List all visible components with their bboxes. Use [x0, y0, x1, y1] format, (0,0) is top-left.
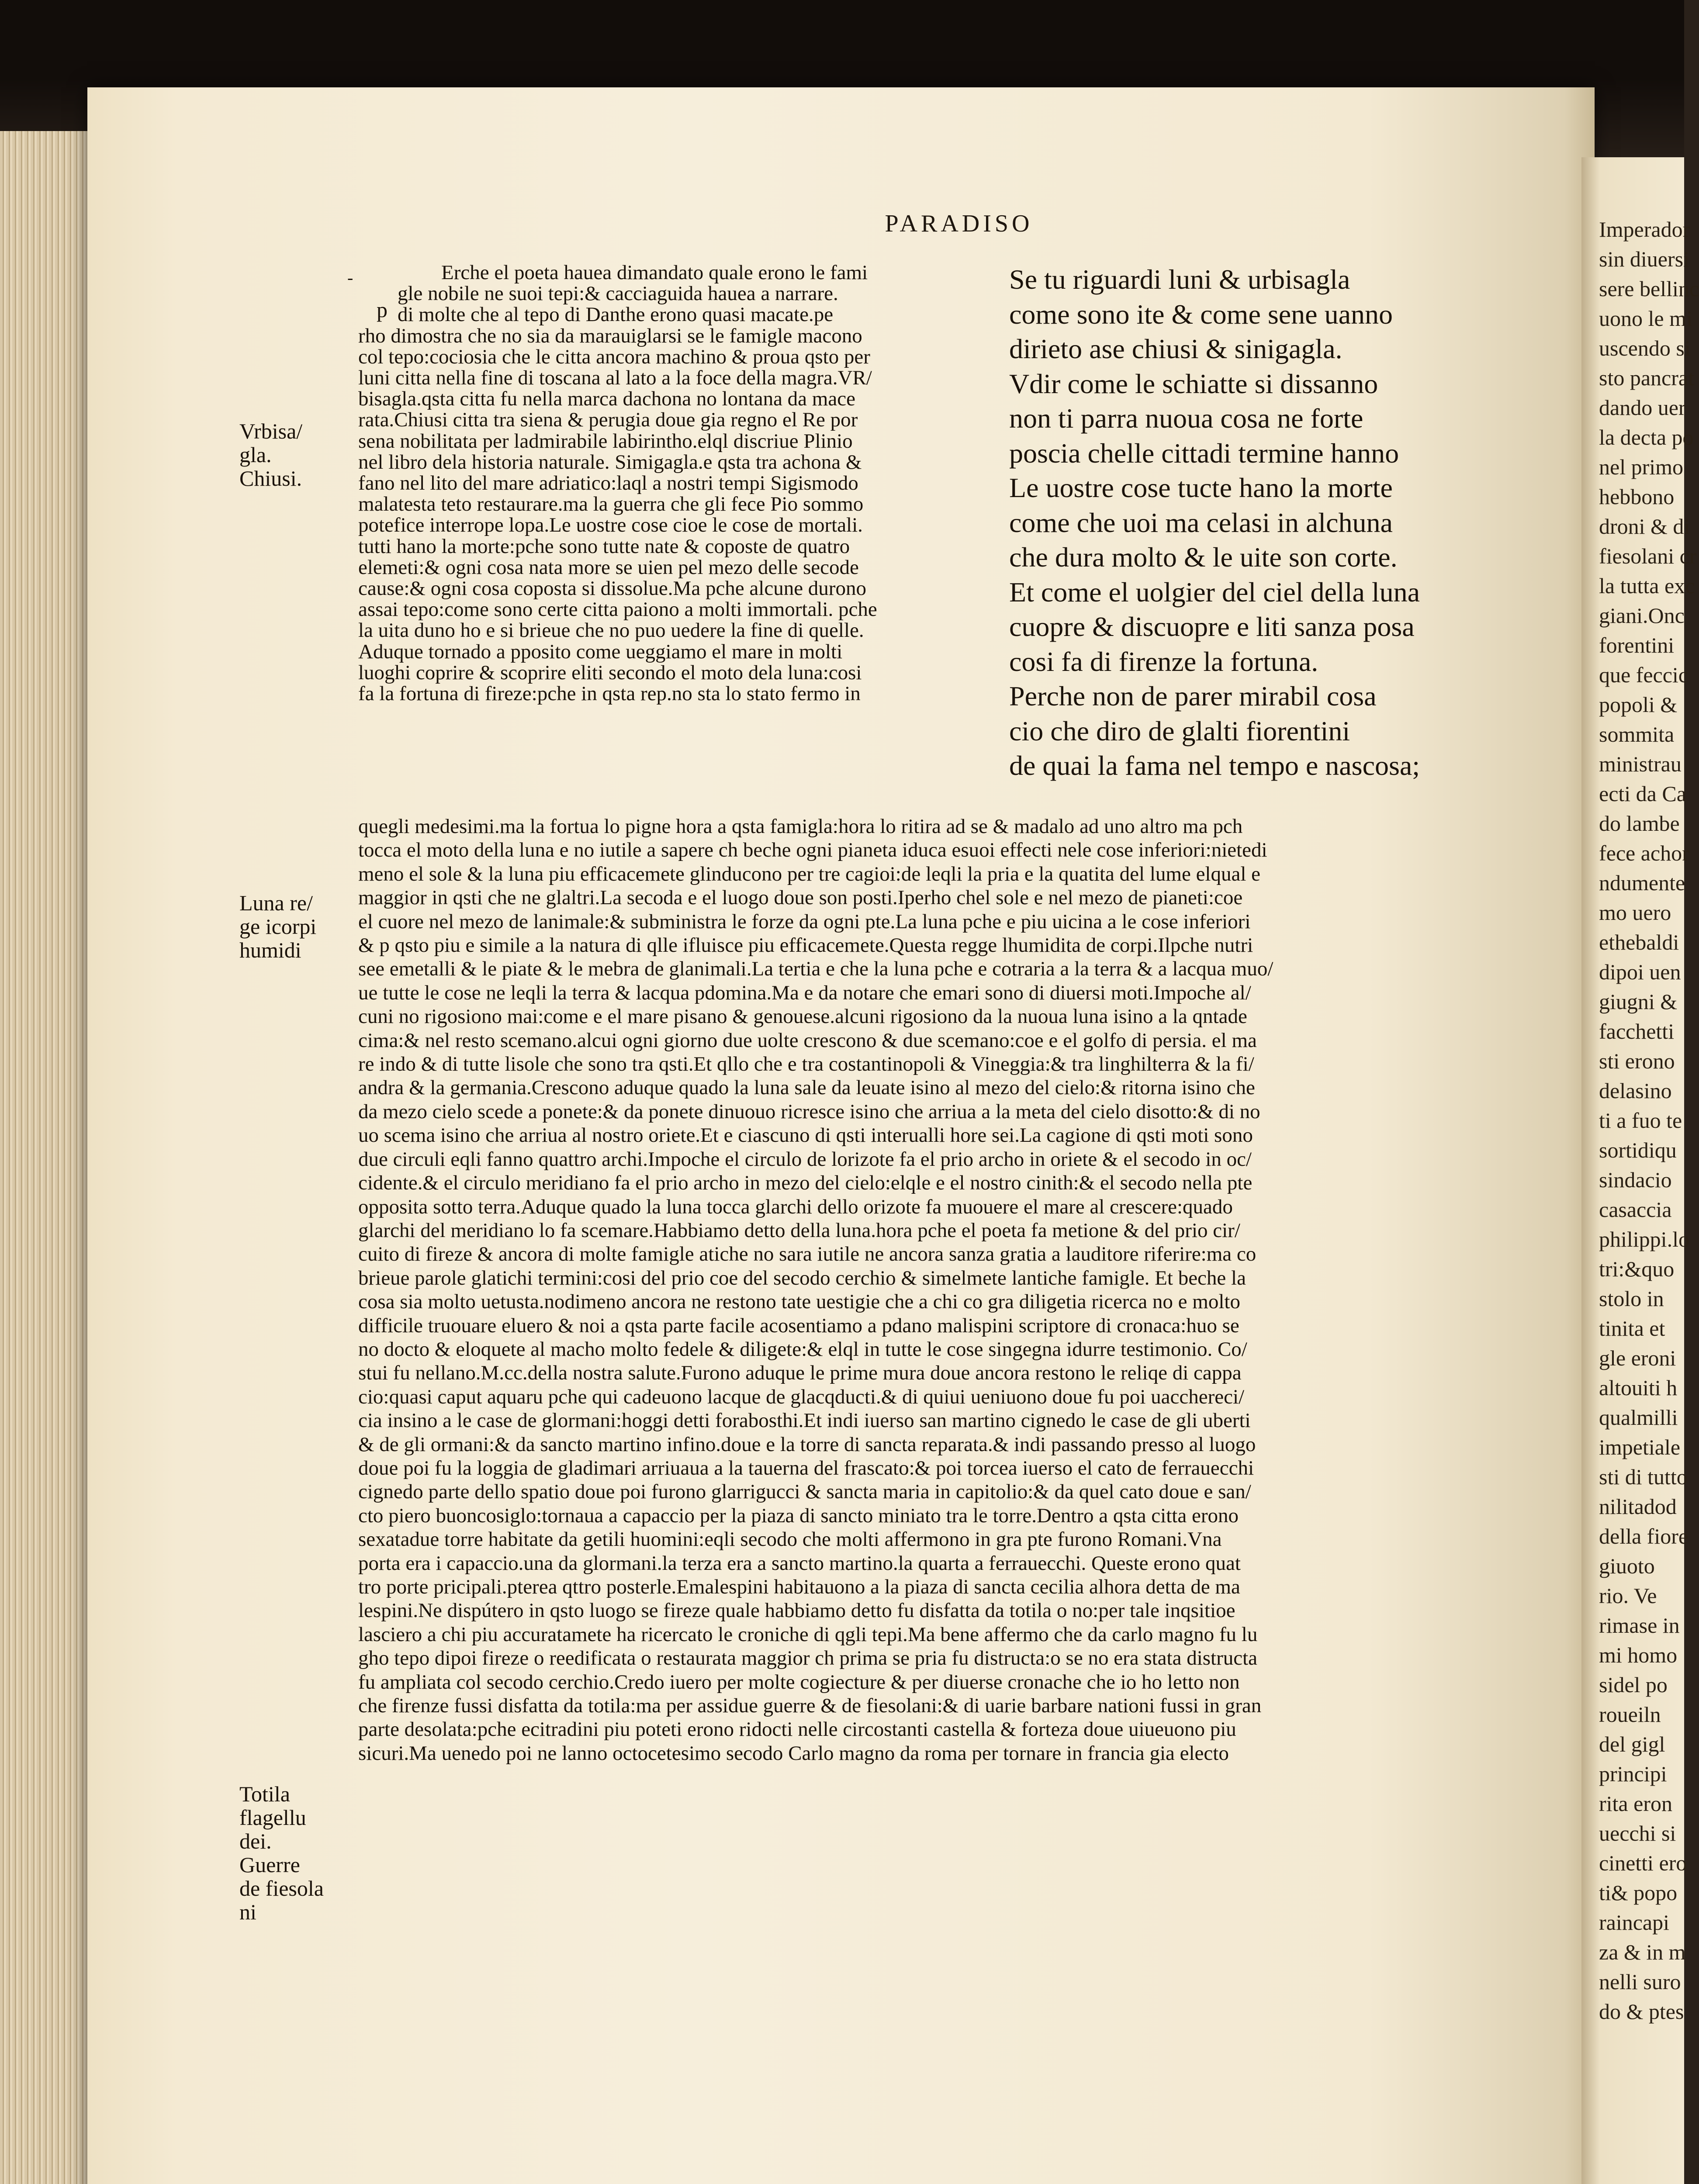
right-page-line: tinita et	[1599, 1316, 1665, 1341]
right-page-line: uecchi si	[1599, 1821, 1676, 1845]
verse-line: Perche non de parer mirabil cosa	[1009, 681, 1377, 712]
right-page-line: philippi.lo	[1599, 1227, 1689, 1251]
commentary-line: nel libro dela historia naturale. Simigagla.e qsta tra achona &	[358, 450, 862, 473]
right-page-line: forentini	[1599, 633, 1675, 657]
commentary-line: gho tepo dipoi fireze o reedificata o restaurata maggior ch prima se pria fu distructa:o se no era stata distructa	[358, 1647, 1258, 1670]
commentary-line: cuito di fireze & ancora di molte famigle atiche no sara iutile ne ancora sanza gratia a lauditore riferire:ma co	[358, 1243, 1256, 1266]
right-page-line: qualmilli	[1599, 1405, 1678, 1430]
commentary-line: uo scema isino che arriua al nostro oriete.Et e ciascuno di qsti interualli hore sei.La cagione di qsti moti sono	[358, 1124, 1253, 1147]
commentary-line: lasciero a chi piu accuratamete ha ricercato le croniche di qgli tepi.Ma bene affermo che da carlo magno fu lu	[358, 1623, 1258, 1646]
commentary-line: di molte che al tepo di Danthe erono quasi macate.pe	[398, 303, 834, 326]
commentary-line: see emetalli & le piate & le mebra de glanimali.La tertia e che la luna pche e cotraria a la terra & a lacqua muo/	[358, 957, 1273, 981]
right-page-line: sommita	[1599, 722, 1675, 746]
commentary-line: opposita sotto terra.Aduque quado la luna tocca glarchi dello orizote fa muouere el mare al crescere:quado	[358, 1195, 1233, 1218]
margin-note-line: Totila	[239, 1782, 290, 1806]
commentary-line: & de gli ormani:& da sancto martino infino.doue e la torre di sancta reparata.& indi passando presso al luogo	[358, 1433, 1256, 1456]
right-page-line: dando uer	[1599, 395, 1686, 420]
right-page-line: casaccia	[1599, 1197, 1672, 1222]
commentary-line: fano nel lito del mare adriatico:laql a nostri tempi Sigismodo	[358, 472, 858, 495]
commentary-line: tutti hano la morte:pche sono tutte nate & copostе de quatro	[358, 535, 850, 558]
right-page-line: impetiale	[1599, 1435, 1681, 1459]
verse-line: cosi fa di firenze la fortuna.	[1009, 646, 1318, 677]
commentary-line: Erche el poeta hauea dimandato quale erono le fami	[441, 261, 868, 284]
right-page-line: cinetti ero	[1599, 1851, 1687, 1875]
commentary-line: cidente.& el circulo meridiano fa el prio archo in mezo del cielo:elqle e el nostro cinith:& el secodo nella pte	[358, 1171, 1253, 1195]
right-page-line: sti di tutto	[1599, 1465, 1688, 1489]
margin-note-line: de fiesola	[239, 1876, 324, 1901]
dash-mark: -	[347, 268, 353, 287]
right-page-line: do lambe	[1599, 811, 1680, 836]
right-page-line: giugni &	[1599, 989, 1678, 1014]
commentary-line: tocca el moto della luna e no iutile a sapere ch beche ogni pianeta iduca esuoi effecti nele cose inferiori:nietedi	[358, 839, 1267, 862]
commentary-line: porta era i capaccio.una da glormani.la terza era a sancto martino.la quarta a ferrauecchi. Queste erono quat	[358, 1552, 1241, 1575]
margin-note-line: Luna re/	[239, 891, 313, 915]
verse-line: come sono ite & come sene uanno	[1009, 298, 1393, 330]
margin-note-line: ge icorpi	[239, 914, 317, 939]
commentary-line: da mezo cielo scede a ponete:& da ponete dinuouo ricresce isino che arriua a la meta del cielo disotto:& di no	[358, 1100, 1260, 1123]
commentary-line: sexatadue torre habitate da getili huomini:eqli secodo che molti affermono in gra pte furono Romani.Vna	[358, 1528, 1222, 1551]
margin-note-line: Guerre	[239, 1852, 300, 1877]
verse-line: dirieto ase chiusi & sinigagla.	[1009, 333, 1343, 364]
margin-note-line: flagellu	[239, 1805, 306, 1830]
right-page-line: sindacio	[1599, 1168, 1672, 1192]
commentary-line: rho dimostra che no sia da marauiglarsi se le famigle macono	[358, 324, 862, 347]
right-page-line: rita eron	[1599, 1791, 1672, 1816]
commentary-line: elemeti:& ogni cosa nata more se uien pel mezo delle secode	[358, 556, 859, 579]
right-page-line: za & in m	[1599, 1940, 1686, 1964]
commentary-line: luoghi coprire & scoprire eliti secondo el moto dela luna:cosi	[358, 661, 862, 684]
commentary-line: rata.Chiusi citta tra siena & perugia doue gia regno el Re por	[358, 408, 858, 432]
right-page-line: principi	[1599, 1762, 1667, 1786]
commentary-line: lespini.Ne dispútero in qsto luogo se fireze quale habbiamo detto fu disfatta da totila o no:per tale inqsitioe	[358, 1599, 1235, 1622]
commentary-line: assai tepo:come sono certe citta paiono a molti immortali. pche	[358, 598, 877, 621]
right-page-line: hebbono	[1599, 484, 1675, 509]
right-page-line: que feccic	[1599, 663, 1689, 687]
commentary-line: potefice interrope lopa.Le uostre cose cioe le cose de mortali.	[358, 514, 863, 537]
right-page-line: sortidiqu	[1599, 1138, 1677, 1162]
margin-note-totila	[239, 1782, 357, 1924]
commentary-line: cio:quasi caput aquaru pche qui cadeuono lacque de glacqducti.& di quiui ueniuono doue fu poi uacchereci/	[358, 1385, 1245, 1408]
right-page-line: altouiti h	[1599, 1375, 1678, 1400]
verse-line: Se tu riguardi luni & urbisagla	[1009, 264, 1350, 295]
commentary-line: parte desolata:pche ecitradini piu poteti erono ridocti nelle circostanti castella & forteza doue uiueuono piu	[358, 1718, 1236, 1741]
commentary-line: glarchi del meridiano lo fa scemare.Habbiamo detto della luna.hora pche el poeta fa metione & del prio cir/	[358, 1219, 1240, 1242]
commentary-line: meno el sole & la luna piu efficacemete glinducono per tre cagioi:de leqli la pria e la quatita del lume elqual e	[358, 862, 1261, 885]
right-page-line: ethebaldi	[1599, 930, 1679, 954]
right-page-line: facchetti	[1599, 1019, 1675, 1044]
margin-note-luna	[239, 891, 357, 962]
right-page-line: fiesolani cr	[1599, 544, 1697, 568]
right-page-line: nilitadod	[1599, 1494, 1677, 1519]
commentary-line: due circuli eqli fanno quattro archi.Impoche el circulo de lorizote fa el prio archo in oriete & el secodo in oc/	[358, 1147, 1252, 1171]
right-page-line: delasino	[1599, 1078, 1672, 1103]
right-page-line: dipoi uen	[1599, 960, 1681, 984]
margin-note-line: dei.	[239, 1829, 272, 1853]
right-page-line: giuoto	[1599, 1554, 1655, 1578]
verse-line: cio che diro de glalti fiorentini	[1009, 715, 1350, 746]
right-page-line: sti erono	[1599, 1049, 1675, 1073]
verse-line: non ti parra nuoua cosa ne forte	[1009, 403, 1363, 434]
right-page-line: rio. Ve	[1599, 1583, 1657, 1608]
verse-block	[1009, 262, 1512, 783]
commentary-line: fu ampliata col secodo cerchio.Credo iuero per molte cogiecture & per diuerse cronache che io ho letto non	[358, 1670, 1240, 1693]
commentary-line: cima:& nel resto scemano.alcui ogni giorno due uolte crescono & due scemano:coe e el golfo di persia. el ma	[358, 1029, 1257, 1052]
commentary-line: fa la fortuna di fireze:pche in qsta rep.no sta lo stato fermo in	[358, 682, 861, 705]
right-page-line: popoli &	[1599, 692, 1678, 717]
verse-line: come che uoi ma celasi in alchuna	[1009, 507, 1393, 538]
commentary-line: malatesta teto restaurare.ma la guerra che gli fece Pio sommo	[358, 493, 864, 516]
commentary-line: sena nobilitata per ladmirabile labirintho.elql discriue Plinio	[358, 429, 853, 453]
margin-note-urbisagla	[239, 419, 357, 490]
commentary-line: el cuore nel mezo de lanimale:& subministra le forze da ogni pte.La luna pche e piu uicina a le cose inferiori	[358, 910, 1251, 933]
right-page-line: do & ptes	[1599, 1999, 1684, 2024]
margin-note-line: Vrbisa/	[239, 419, 303, 443]
commentary-line: col tepo:cociosia che le citta ancora machino & proua qsto per	[358, 345, 870, 368]
right-page-line: ti a fuo te	[1599, 1108, 1682, 1133]
commentary-line: cto piero buoncosiglo:tornaua a capaccio per la piaza di sancto miniato tra le torre.Dentro a qsta citta erono	[358, 1504, 1239, 1527]
commentary-line: sicuri.Ma uenedo poi ne lanno octocetesimo secodo Carlo magno da roma per tornare in francia gia electo	[358, 1742, 1229, 1765]
commentary-line: no docto & eloquete al macho molto fedele & diligete:& elql in tutte le cose singegna idurre testimonio. Co/	[358, 1337, 1247, 1361]
commentary-line: ue tutte le cose ne leqli la terra & lacqua pdomina.Ma e da notare che emari sono di diuersi moti.Impoche al/	[358, 981, 1251, 1004]
commentary-line: quegli medesimi.ma la fortua lo pigne hora a qsta famigla:hora lo ritira ad se & madalo ad uno altro ma pch	[358, 815, 1243, 838]
verse-line: Et come el uolgier del ciel della luna	[1009, 576, 1420, 608]
commentary-top	[358, 262, 1005, 704]
commentary-line: andra & la germania.Crescono aduque quado la luna sale da leuate isino al mezo del cielo:& ritorna isino che	[358, 1076, 1255, 1099]
right-page-line: ecti da Ca	[1599, 781, 1686, 806]
commentary-line: stui fu nellano.M.cc.della nostra salute.Furono aduque le prime mura doue ancora restono le reliqe di cappa	[358, 1362, 1242, 1385]
right-page-line: sere bellinc	[1599, 276, 1699, 301]
commentary-line: la uita duno ho e si brieue che no puo uedere la fine di quelle.	[358, 619, 864, 642]
right-page-line: droni & di	[1599, 514, 1690, 539]
verse-line: che dura molto & le uite son corte.	[1009, 542, 1398, 573]
right-page-line: sto pancrat	[1599, 366, 1694, 390]
commentary-body	[358, 815, 1494, 1765]
page-header: PARADISO	[885, 210, 1033, 237]
right-page-line: uono le mi	[1599, 306, 1692, 331]
right-page-line: mi homo	[1599, 1643, 1678, 1667]
margin-note-line: Chiusi.	[239, 466, 302, 491]
right-page-line: sin diuersi	[1599, 247, 1689, 271]
commentary-line: cia insino a le case de glormani:hoggi detti forabosthi.Et indi iuerso san martino cignedo le case de gli uberti	[358, 1409, 1251, 1432]
commentary-line: gle nobile ne suoi tepi:& cacciaguida hauea a narrare.	[398, 282, 838, 305]
right-page-line: Imperador	[1599, 217, 1690, 242]
right-page-line: tri:&quo	[1599, 1257, 1675, 1281]
commentary-line: bisagla.qsta citta fu nella marca dachona no lontana da mace	[358, 387, 855, 411]
right-page-line: roueiln	[1599, 1702, 1661, 1727]
right-page-line: fece achor	[1599, 841, 1689, 865]
commentary-line: re indo & di tutte lisole che sono tra qsti.Et qllo che e tra costantinopoli & Vineggia:& tra linghilterra & la fi/	[358, 1053, 1254, 1076]
right-page-line: gle eroni	[1599, 1346, 1676, 1370]
right-page-line: della fiore	[1599, 1524, 1689, 1548]
initial-letter: p	[377, 297, 388, 322]
right-page-line: nel primo	[1599, 455, 1684, 479]
right-page-fragment	[1581, 157, 1699, 2184]
margin-note-line: gla.	[239, 442, 272, 467]
commentary-line: maggior in qsti che ne glaltri.La secoda e el luogo doue son posti.Iperho chel sole e nel mezo de pianeti:coe	[358, 886, 1243, 909]
right-page-line: sidel po	[1599, 1673, 1668, 1697]
verse-line: poscia chelle cittadi termine hanno	[1009, 437, 1399, 469]
verse-line: Vdir come le schiatte si dissanno	[1009, 368, 1378, 399]
commentary-line: luni citta nella fine di toscana al lato a la foce della magra.VR/	[358, 366, 872, 390]
right-page-line: la decta po	[1599, 425, 1694, 449]
right-page-line: del gigl	[1599, 1732, 1665, 1756]
right-page-line: raincapi	[1599, 1910, 1670, 1935]
verse-line: cuopre & discuopre e liti sanza posa	[1009, 611, 1415, 642]
right-page-line: giani.Onc	[1599, 603, 1685, 628]
commentary-line: tro porte pricipali.pterea qttro posterle.Emalespini habitauono a la piaza di sancta cecilia alhora detta de ma	[358, 1576, 1240, 1598]
commentary-line: cosa sia molto uetusta.nodimeno ancora ne restono tate uestigie che a chi co gra diligetia ricerca no e molto	[358, 1290, 1240, 1313]
commentary-line: che firenze fussi disfatta da totila:ma per assidue guerre & de fiesolani:& di uarie barbare nationi fussi in gran	[358, 1694, 1262, 1717]
commentary-line: cuni no rigosiono mai:come e el mare pisano & genouese.alcuni rigosiono da la nuoua luna isino a la qntade	[358, 1005, 1247, 1028]
right-page-line: uscendo si	[1599, 336, 1691, 360]
right-page-line: ndumente	[1599, 871, 1685, 895]
right-page-line: rimase in	[1599, 1613, 1680, 1638]
right-page-line: stolo in	[1599, 1286, 1664, 1311]
commentary-line: Aduque tornado a pposito come ueggiamo el mare in molti	[358, 640, 843, 663]
right-page-line: mo uero	[1599, 900, 1671, 925]
commentary-line: doue poi fu la loggia de gladimari arriuaua a la tauerna del frascato:& poi torcea iuerso el cato de ferrauecchi	[358, 1456, 1254, 1479]
right-page-line: la tutta exc	[1599, 574, 1695, 598]
margin-note-line: ni	[239, 1900, 256, 1924]
commentary-line: difficile truouare eluero & noi a qsta parte facile acosentiamo a pdano malispini scriptore di cronaca:huo se	[358, 1314, 1239, 1337]
right-page-line: ti& popo	[1599, 1880, 1678, 1905]
verse-line: de quai la fama nel tempo e nascosa;	[1009, 750, 1420, 781]
margin-note-line: humidi	[239, 938, 301, 962]
commentary-line: brieue parole glatichi termini:cosi del prio coe del secodo cerchio & simelmete lantiche famigle. Et beche la	[358, 1266, 1246, 1289]
verse-line: Le uostre cose tucte hano la morte	[1009, 472, 1393, 503]
commentary-line: cause:& ogni cosa coposta si dissolue.Ma pche alcune durono	[358, 577, 866, 600]
right-page-line: nelli suro	[1599, 1970, 1681, 1994]
commentary-line: & p qsto piu e simile a la natura di qlle ifluisce piu efficacemete.Questa regge lhumidita de corpi.Ilpche nutri	[358, 934, 1253, 957]
commentary-line: cignedo parte dello spatio doue poi furono glarrigucci & sancta maria in capitolio:& da quel cato doue e san/	[358, 1480, 1251, 1503]
right-page-line: ministrau	[1599, 752, 1682, 776]
